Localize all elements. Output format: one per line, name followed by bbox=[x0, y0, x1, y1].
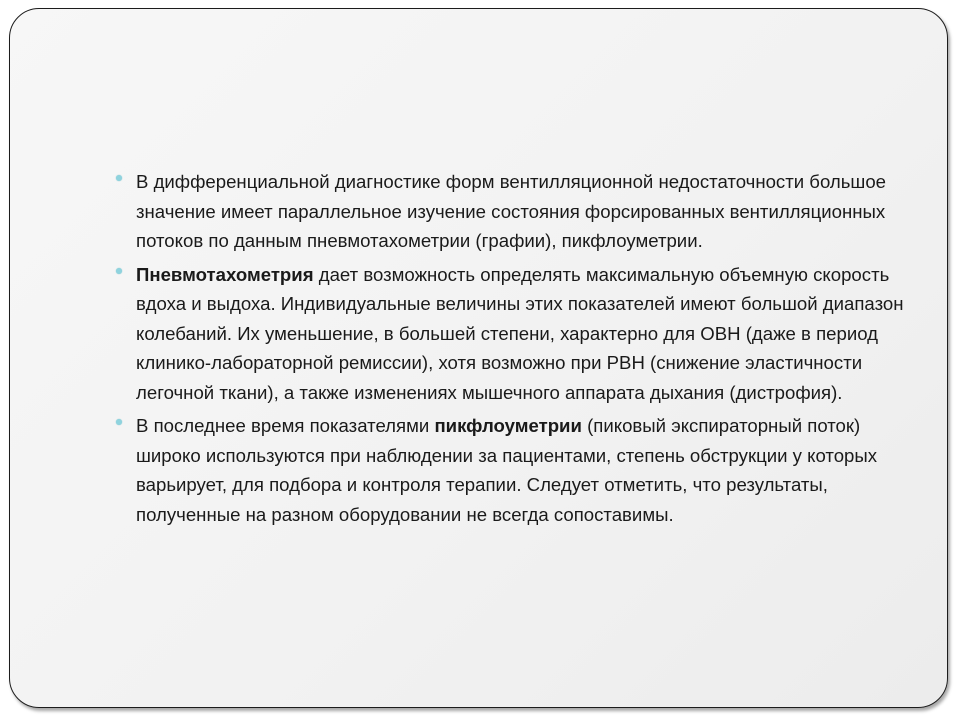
bullet-3-term: пикфлоуметрии bbox=[434, 415, 582, 436]
bullet-item-3 bbox=[114, 411, 914, 529]
slide-frame bbox=[9, 8, 948, 708]
bullet-item-1 bbox=[114, 167, 914, 256]
bullet-dot-icon bbox=[116, 419, 122, 425]
bullet-item-2 bbox=[114, 260, 914, 408]
bullet-list bbox=[114, 167, 914, 529]
bullet-3-text-start: В последнее время показателями bbox=[136, 415, 435, 436]
bullet-dot-icon bbox=[116, 268, 122, 274]
bullet-2-term: Пневмотахометрия bbox=[136, 263, 314, 285]
bullet-3-text-end: (пиковый экспираторный поток) широко используются при наблюдении за пациентами, степень обструкции у которых варьирует, для подбора и контроля терапии. Следует отметить, что результаты, полученные на разном оборудовании не всегда сопоставимы. bbox=[136, 415, 878, 525]
bullet-1-text: В дифференциальной диагностике форм вентилляционной недостаточности большое значение имеет параллельное изучение состояния форсированных вентилляционных потоков по данным пневмотахометрии (графии), пикфлоуметрии. bbox=[136, 171, 887, 251]
slide-content bbox=[114, 167, 914, 533]
bullet-2-text: дает возможность определять максимальную объемную скорость вдоха и выдоха. Индивидуальные величины этих показателей имеют большой диапазон колебаний. Их уменьшение, в большей степени, характерно для ОВН (даже в период клинико-лабораторной ремиссии), хотя возможно при РВН (снижение эластичности легочной ткани), а также изменениях мышечного аппарата дыхания (дистрофия). bbox=[136, 263, 904, 403]
bullet-dot-icon bbox=[116, 175, 122, 181]
